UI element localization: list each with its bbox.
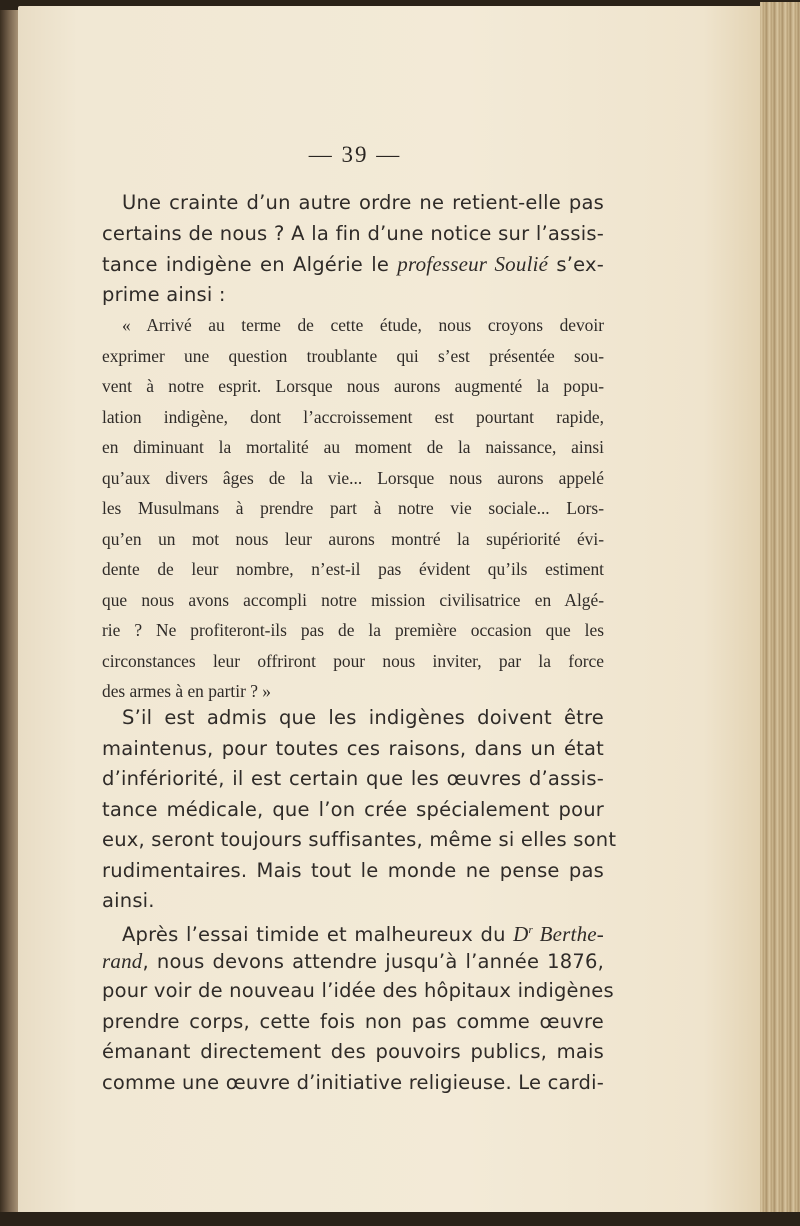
quote-line-3: vent à notre esprit. Lorsque nous aurons augmenté la popu- (102, 376, 604, 396)
paragraph-2-line-5: eux, seront toujours suffisantes, même si elles sont (102, 828, 617, 851)
quote-line-7: les Musulmans à prendre part à notre vie sociale... Lors- (102, 498, 604, 518)
paragraph-3-line-6: comme une œuvre d’initiative religieuse. Le cardi- (102, 1070, 604, 1094)
paragraph-2-line-6: rudimentaires. Mais tout le monde ne pense pas (102, 858, 604, 882)
paragraph-1-line-1: Une crainte d’un autre ordre ne retient-elle pas (122, 191, 604, 214)
paragraph-3-line-5: émanant directement des pouvoirs publics, mais (102, 1040, 604, 1063)
quote-line-2: exprimer une question troublante qui s’est présentée sou- (102, 345, 604, 366)
paragraph-1-line-3-end: s’ex- (548, 253, 604, 276)
quote-line-13: des armes à en partir ? » (102, 681, 271, 701)
paragraph-3-line-1-text: Après l’essai timide et malheureux du (122, 923, 514, 946)
paragraph-2 (102, 703, 617, 917)
paragraph-3 (102, 915, 614, 1098)
paragraph-1-line-3 (102, 249, 604, 280)
doctor-title (513, 922, 604, 946)
quote-line-9: dente de leur nombre, n’est-il pas évident qu’ils estiment (102, 559, 604, 579)
paragraph-3-line-1 (102, 915, 604, 946)
quote-line-8: qu’en un mot nous leur aurons montré la supériorité évi- (102, 528, 604, 549)
doctor-title-sup: r (528, 924, 534, 936)
quote-line-6: qu’aux divers âges de la vie... Lorsque nous aurons appelé (102, 467, 604, 488)
paragraph-1-line-3-text: tance indigène en Algérie le (102, 253, 398, 276)
author-name-bertherand-end: rand (102, 948, 143, 973)
paragraph-2-line-1: S’il est admis que les indigènes doivent être (122, 706, 604, 729)
paragraph-3-line-2-text: , nous devons attendre jusqu’à l’année 1876, (142, 949, 604, 973)
paragraph-2-line-2: maintenus, pour toutes ces raisons, dans un état (102, 736, 604, 760)
paragraph-3-line-4: prendre corps, cette fois non pas comme œuvre (102, 1009, 604, 1033)
paragraph-3-line-2 (102, 946, 604, 977)
paragraph-1-line-2: certains de nous ? A la fin d’une notice sur l’assis- (102, 221, 604, 245)
paragraph-1 (102, 188, 604, 310)
author-name-bertherand-start: Berthe- (533, 922, 604, 946)
quote-line-1: « Arrivé au terme de cette étude, nous croyons devoir (122, 315, 604, 335)
quotation-block (102, 310, 604, 707)
page-block-edges (760, 2, 800, 1217)
bottom-border (0, 1212, 800, 1226)
paragraph-3-line-3: pour voir de nouveau l’idée des hôpitaux indigènes (102, 979, 614, 1002)
paragraph-2-line-3: d’infériorité, il est certain que les œuvres d’assis- (102, 767, 604, 790)
quote-line-12: circonstances leur offriront pour nous inviter, par la force (102, 650, 604, 671)
quote-line-4: lation indigène, dont l’accroissement est pourtant rapide, (102, 406, 604, 427)
quote-line-10: que nous avons accompli notre mission civilisatrice en Algé- (102, 589, 604, 610)
author-name-soulie: professeur Soulié (397, 252, 549, 276)
quote-line-5: en diminuant la mortalité au moment de la naissance, ainsi (102, 437, 604, 457)
paragraph-2-line-4: tance médicale, que l’on crée spécialement pour (102, 797, 604, 821)
paragraph-1-line-4: prime ainsi : (102, 282, 226, 306)
doctor-title-d: D (513, 922, 529, 946)
page-number: — 39 — (308, 142, 402, 167)
paragraph-2-line-7: ainsi. (102, 889, 155, 912)
quote-line-11: rie ? Ne profiteront-ils pas de la première occasion que les (102, 620, 604, 640)
